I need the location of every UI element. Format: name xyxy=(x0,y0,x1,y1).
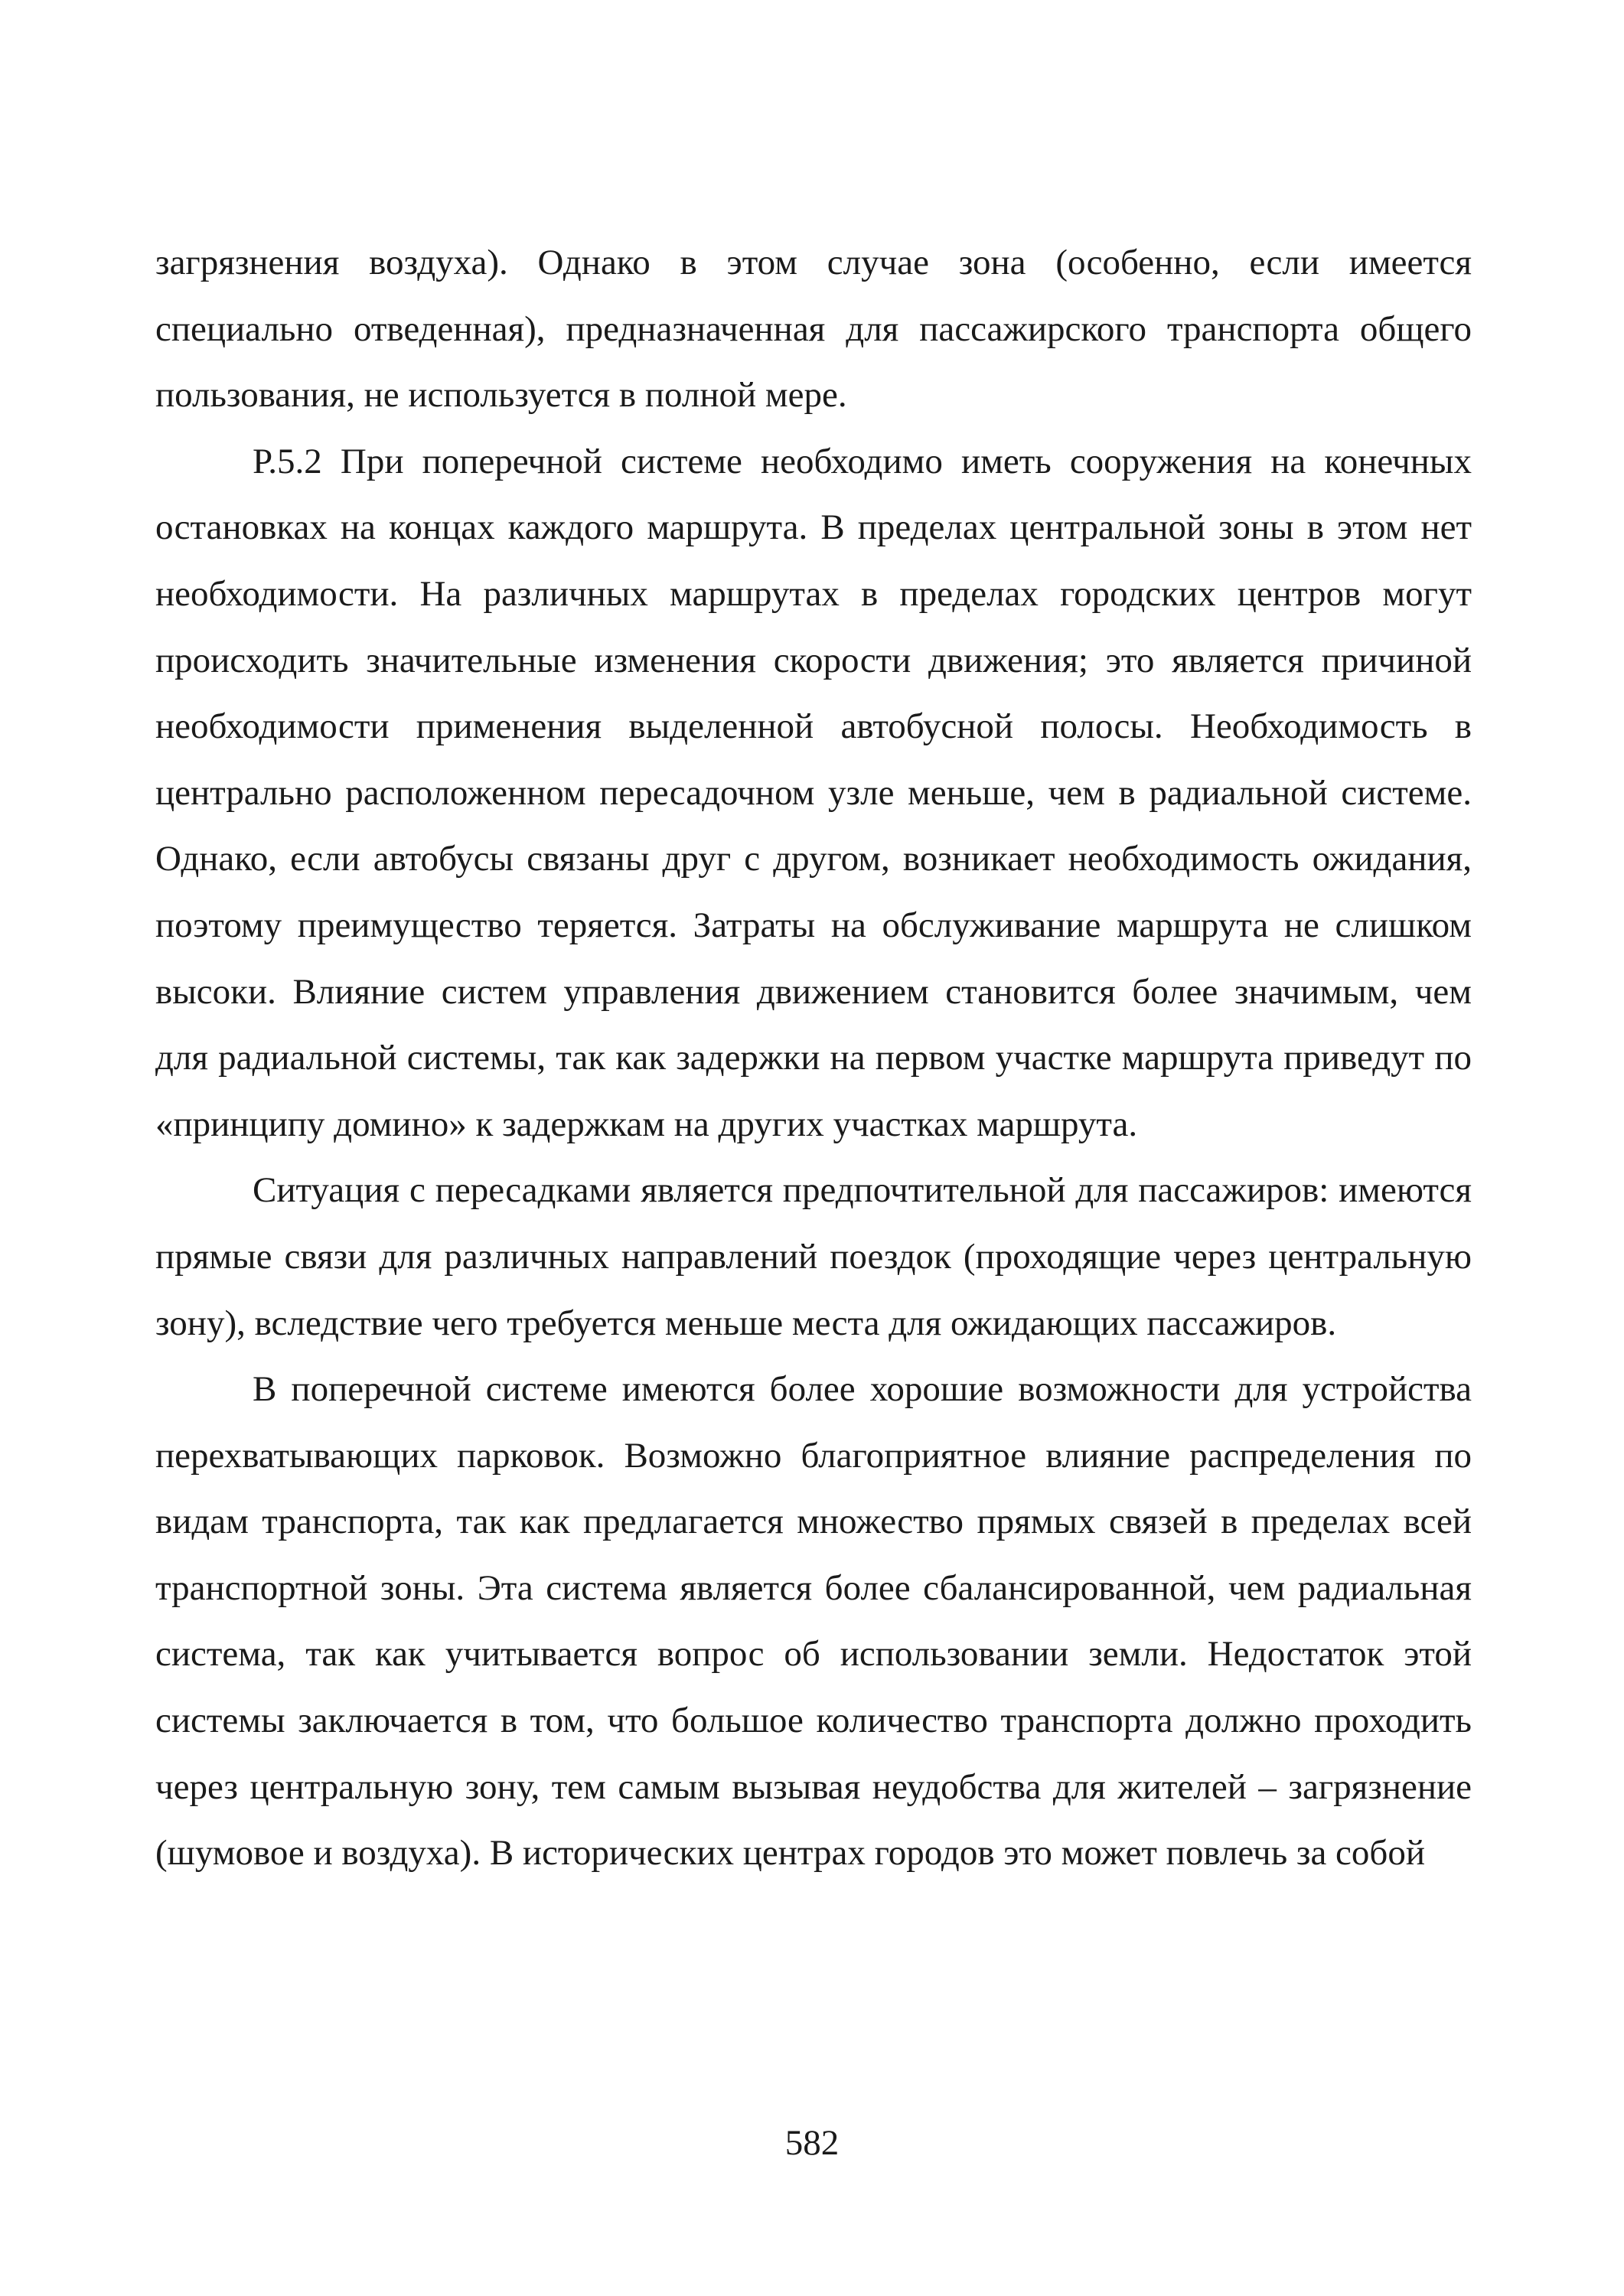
paragraph-continuation: загрязнения воздуха). Однако в этом случае зона (особенно, если имеется специально отведенная), предназначенная для пассажирского транспорта общего пользования, не используется в полной мере. xyxy=(155,243,1472,416)
page-number: 582 xyxy=(784,2123,840,2163)
paragraph-cross-system: В поперечной системе имеются более хорошие возможности для устройства перехватывающих парковок. Возможно благоприятное влияние распределения по видам транспорта, так как предлагается множество прямых связей в пределах всей транспортной зоны. Эта система является более сбалансированной, чем радиальная система, так как учитывается вопрос об использовании земли. Недостаток этой системы заключается в том, что большое количество транспорта должно проходить через центральную зону, тем самым вызывая неудобства для жителей – загрязнение (шумовое и воздуха). В исторических центрах городов это может повлечь за собой xyxy=(155,1369,1472,1874)
body-text xyxy=(155,230,1472,1887)
paragraph-transfers: Ситуация с пересадками является предпочтительной для пассажиров: имеются прямые связи для различных направлений поездок (проходящие через центральную зону), вследствие чего требуется меньше места для ожидающих пассажиров. xyxy=(155,1170,1472,1343)
paragraph-r-5-2: Р.5.2 При поперечной системе необходимо иметь сооружения на конечных остановках на концах каждого маршрута. В пределах центральной зоны в этом нет необходимости. На различных маршрутах в пределах городских центров могут происходить значительные изменения скорости движения; это является причиной необходимости применения выделенной автобусной полосы. Необходимость в центрально расположенном пересадочном узле меньше, чем в радиальной системе. Однако, если автобусы связаны друг с другом, возникает необходимость ожидания, поэтому преимущество теряется. Затраты на обслуживание маршрута не слишком высоки. Влияние систем управления движением становится более значимым, чем для радиальной системы, так как задержки на первом участке маршрута приведут по «принципу домино» к задержкам на других участках маршрута. xyxy=(155,441,1472,1144)
